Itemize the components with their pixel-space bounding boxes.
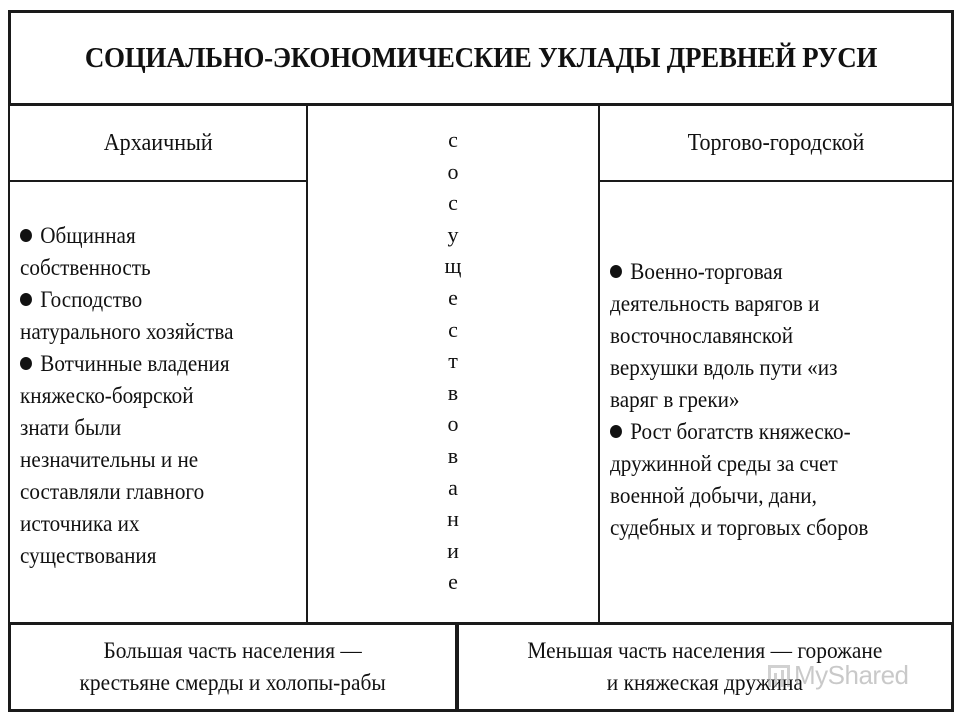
watermark-text: MyShared [794, 660, 909, 690]
vertical-letter: т [448, 348, 458, 374]
footer-left-cell [8, 622, 458, 712]
list-item: натурального хозяйства [20, 319, 234, 344]
left-column-header: Архаичный [103, 129, 213, 156]
list-item: варяг в греки» [610, 387, 740, 412]
vertical-letter: у [447, 221, 459, 247]
bullet-icon [20, 293, 32, 306]
vertical-letter: о [447, 411, 459, 437]
list-item: верхушки вдоль пути «из [610, 355, 838, 380]
vertical-letter: в [447, 442, 459, 468]
right-header-cell [598, 104, 954, 182]
list-item: Господство [20, 284, 304, 316]
bullet-icon [610, 265, 622, 278]
vertical-letter: о [447, 158, 459, 184]
right-column-header: Торгово-городской [687, 129, 865, 156]
watermark [768, 660, 909, 691]
list-item: собственность [20, 255, 151, 280]
list-item: Рост богатств княжеско- [610, 416, 950, 448]
list-item: Военно-торговая [610, 256, 950, 288]
vertical-letter: н [447, 506, 459, 532]
vertical-letter: а [448, 474, 458, 500]
list-item: источника их [20, 511, 140, 536]
vertical-letter: в [447, 379, 459, 405]
middle-column [306, 104, 600, 624]
footer-left-text: Большая часть населения — крестьяне смерды и холопы-рабы [79, 638, 387, 695]
title-cell [8, 10, 954, 106]
right-body-cell [598, 180, 954, 624]
bullet-icon [610, 425, 622, 438]
list-item: существования [20, 543, 157, 568]
vertical-letter: щ [444, 253, 462, 279]
vertical-letter: с [448, 127, 458, 152]
left-item-list [20, 220, 306, 572]
right-item-list [610, 256, 952, 544]
list-item: знати были [20, 415, 122, 440]
bullet-icon [20, 229, 32, 242]
watermark-logo-icon [768, 665, 790, 687]
list-item: незначительны и не [20, 447, 199, 472]
footer-right-text: Меньшая часть населения — горожане и княжеская дружина [527, 638, 883, 695]
list-item: составляли главного [20, 479, 205, 504]
vertical-letter: с [448, 316, 458, 342]
list-item: восточнославянской [610, 323, 794, 348]
left-header-cell [8, 104, 308, 182]
vertical-letter: е [448, 284, 458, 310]
left-body-cell [8, 180, 308, 624]
list-item: Общинная [20, 220, 304, 252]
vertical-letter: и [447, 537, 459, 563]
vertical-letter: с [448, 190, 458, 216]
list-item: военной добычи, дани, [610, 483, 817, 508]
page-title: СОЦИАЛЬНО-ЭКОНОМИЧЕСКИЕ УКЛАДЫ ДРЕВНЕЙ РУСИ [84, 41, 878, 74]
bullet-icon [20, 357, 32, 370]
list-item: судебных и торговых сборов [610, 515, 869, 540]
list-item: Вотчинные владения [20, 348, 304, 380]
list-item: княжеско-боярской [20, 383, 194, 408]
vertical-word [308, 124, 598, 598]
list-item: деятельность варягов и [610, 291, 820, 316]
list-item: дружинной среды за счет [610, 451, 838, 476]
vertical-letter: е [448, 569, 458, 595]
